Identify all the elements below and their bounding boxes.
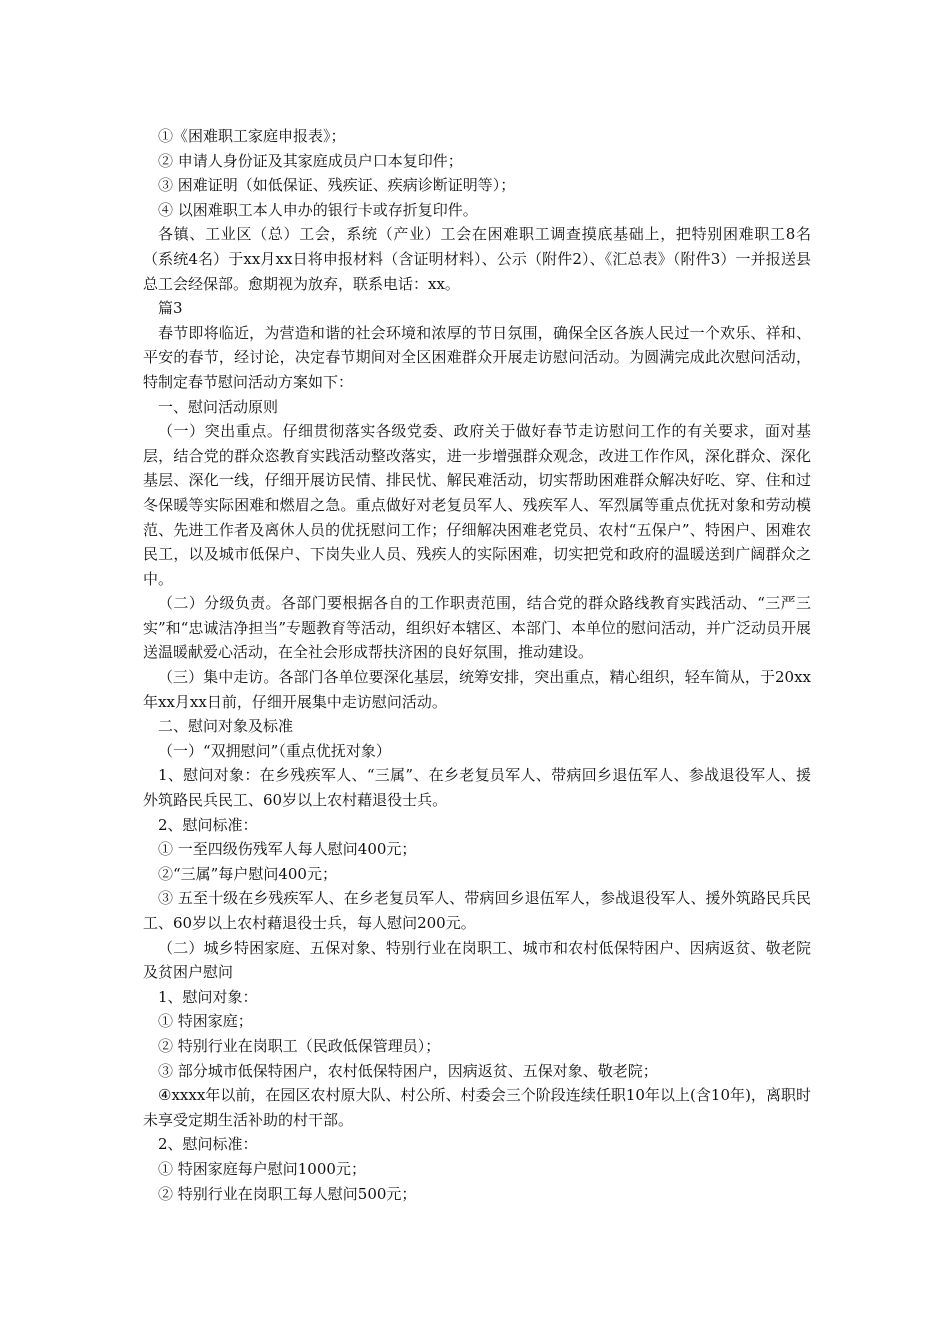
section-heading: 二、慰问对象及标准: [158, 717, 294, 736]
body-paragraph: （一）突出重点。仔细贯彻落实各级党委、政府关于做好春节走访慰问工作的有关要求，面对基层，结合党的群众恣教育实践活动整改落实，进一步增强群众观念，改进工作作风，深化群众、深化基层、深化一线，仔细开展访民情、排民忧、解民难活动，切实帮助困难群众解决好吃、穿、住和过冬保暖等实际困难和燃眉之急。重点做好对老复员军人、残疾军人、军烈属等重点优抚对象和劳动模范、先进工作者及离休人员的优抚慰问工作；仔细解决困难老党员、农村“五保户”、特困户、困难农民工，以及城市低保户、下岗失业人员、残疾人的实际困难，切实把党和政府的温暖送到广阔群众之中。: [143, 422, 811, 588]
subsection-heading: （一）“双拥慰问”（重点优抚对象）: [158, 741, 391, 760]
list-item: ③ 五至十级在乡残疾军人、在乡老复员军人、带病回乡退伍军人，参战退役军人、援外筑路民兵民工、60岁以上农村藉退役士兵，每人慰问200元。: [143, 889, 811, 932]
list-item: ① 特困家庭；: [158, 1012, 253, 1031]
list-item: ① 特困家庭每户慰问1000元；: [158, 1159, 366, 1178]
list-item: ② 申请人身份证及其家庭成员户口本复印件；: [158, 151, 463, 170]
body-paragraph: （二）分级负责。各部门要根据各自的工作职责范围，结合党的群众路线教育实践活动、“三严三实”和“忠诚洁净担当”专题教育等活动，组织好本辖区、本部门、本单位的慰问活动，并广泛动员开展送温暖献爱心活动，在全社会形成帮扶济困的良好氛围，推动建设。: [143, 594, 812, 662]
list-item: ④xxxx年以前，在园区农村原大队、村公所、村委会三个阶段连续任职10年以上(含10年)，离职时未享受定期生活补助的村干部。: [143, 1086, 811, 1129]
list-item: ② 特别行业在岗职工每人慰问500元；: [158, 1184, 417, 1203]
section-heading: 一、慰问活动原则: [158, 397, 279, 416]
document-page: [143, 124, 811, 1206]
list-item: ①《困难职工家庭申报表》；: [158, 127, 346, 145]
body-paragraph: 各镇、工业区（总）工会，系统（产业）工会在困难职工调查摸底基础上，把特别困难职工8名（系统4名）于xx月xx日将申报材料（含证明材料）、公示（附件2）、《汇总表》（附件3）一并报送县总工会经保部。愈期视为放弃，联系电话：xx。: [143, 225, 811, 293]
body-paragraph: （三）集中走访。各部门各单位要深化基层，统筹安排，突出重点，精心组织，轻车简从，于20xx年xx月xx日前，仔细开展集中走访慰问活动。: [143, 668, 811, 711]
list-item: ④ 以困难职工本人申办的银行卡或存折复印件。: [158, 200, 478, 219]
list-item: ③ 部分城市低保特困户，农村低保特困户，因病返贫、五保对象、敬老院；: [158, 1061, 658, 1080]
list-item: ②“三属”每户慰问400元；: [158, 864, 337, 883]
list-item: ② 特别行业在岗职工（民政低保管理员）；: [158, 1036, 441, 1055]
list-item: ① 一至四级伤残军人每人慰问400元；: [158, 840, 417, 859]
list-item: ③ 困难证明（如低保证、残疾证、疾病诊断证明等）；: [158, 176, 516, 195]
body-paragraph: 春节即将临近，为营造和谐的社会环境和浓厚的节日氛围，确保全区各族人民过一个欢乐、祥和、平安的春节，经讨论，决定春节期间对全区困难群众开展走访慰问活动。为圆满完成此次慰问活动，特制定春节慰问活动方案如下：: [143, 323, 811, 391]
list-item: 1、慰问对象：: [158, 987, 258, 1006]
section-label: 篇3: [158, 299, 183, 318]
list-item: 2、慰问标准：: [158, 815, 258, 834]
list-item: 2、慰问标准：: [158, 1135, 258, 1154]
body-paragraph: 1、慰问对象：在乡残疾军人、“三属”、在乡老复员军人、带病回乡退伍军人、参战退役军人、援外筑路民兵民工、60岁以上农村藉退役士兵。: [143, 766, 811, 810]
subsection-heading: （二）城乡特困家庭、五保对象、特别行业在岗职工、城市和农村低保特困户、因病返贫、敬老院及贫困户慰问: [143, 938, 811, 982]
